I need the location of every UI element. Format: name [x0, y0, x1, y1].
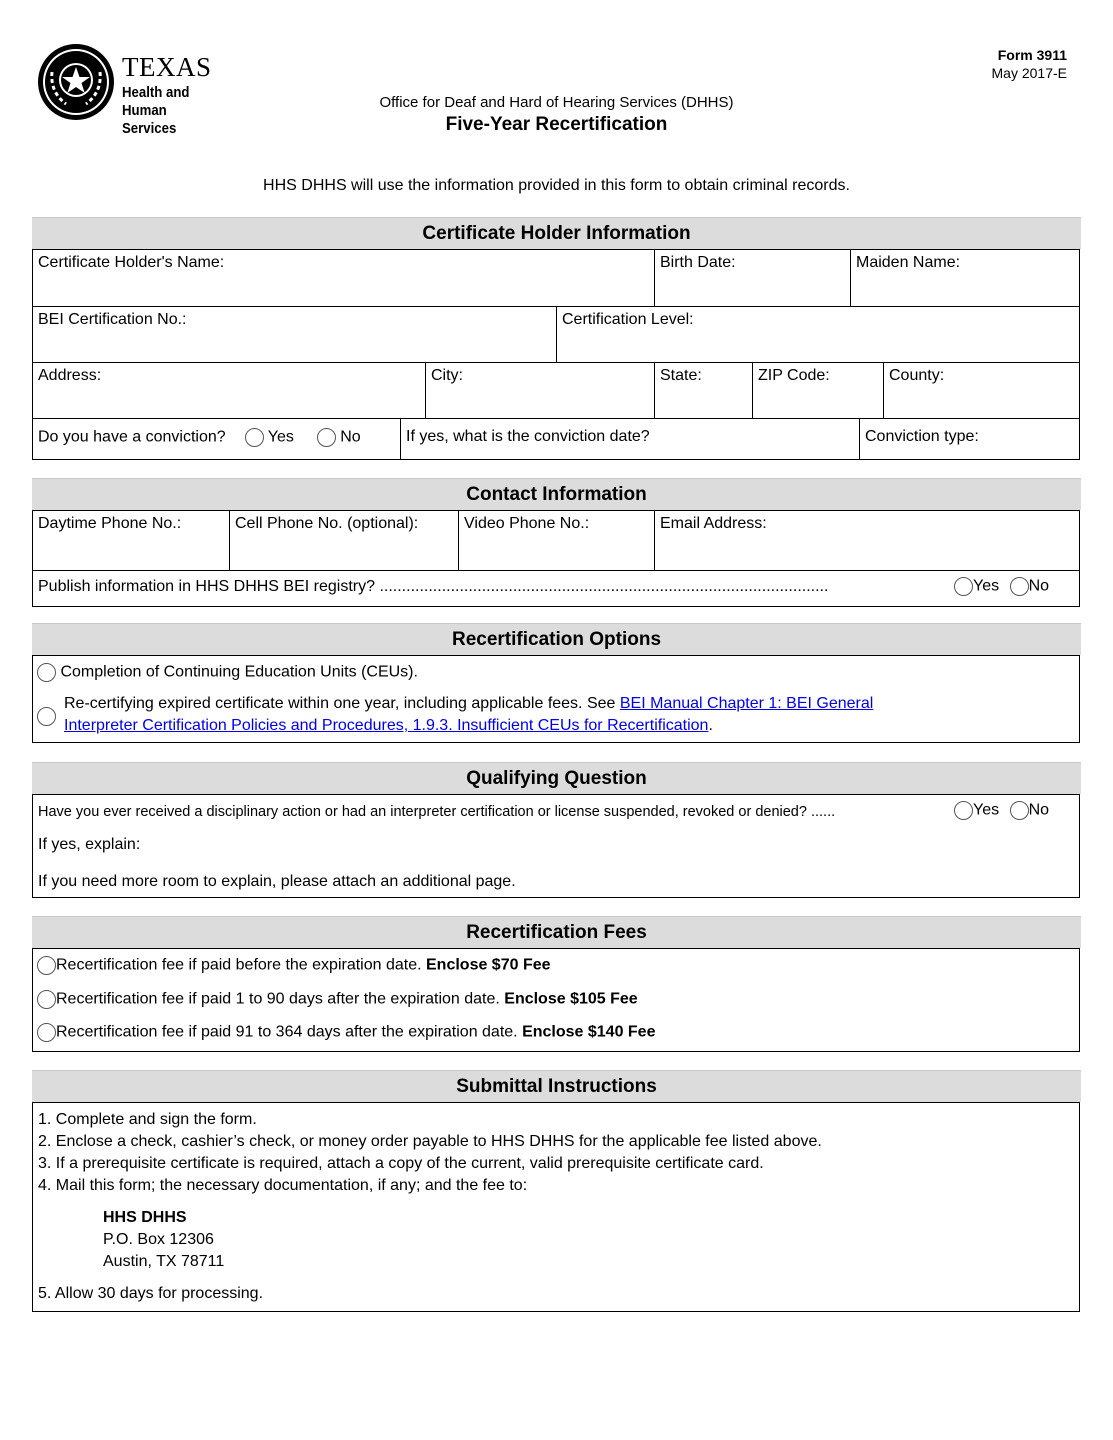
city-field[interactable]: [426, 363, 655, 418]
fee-105-amount: Enclose $105 Fee: [504, 990, 638, 1008]
section-heading-options: Recertification Options: [32, 623, 1081, 655]
step-4: 4. Mail this form; the necessary documentation, if any; and the fee to:: [38, 1177, 528, 1194]
fee-140-radio[interactable]: [37, 1023, 56, 1042]
daytime-phone-field[interactable]: [33, 511, 230, 570]
disciplinary-options: [954, 801, 1049, 820]
birth-date-field[interactable]: [655, 250, 851, 306]
form-date: May 2017-E: [991, 65, 1067, 81]
conviction-no-label: No: [340, 428, 361, 446]
mail-address-line1: P.O. Box 12306: [103, 1231, 214, 1248]
maiden-name-label: Maiden Name:: [856, 254, 961, 271]
fee-option: [37, 1023, 655, 1042]
conviction-question: [33, 419, 401, 459]
publish-no-label: No: [1028, 577, 1050, 595]
divider: [33, 570, 1079, 571]
cert-level-label: Certification Level:: [562, 311, 694, 328]
notice-text: HHS DHHS will use the information provided in this form to obtain criminal records.: [263, 177, 850, 194]
name-label: Certificate Holder's Name:: [38, 254, 225, 271]
step-1: 1. Complete and sign the form.: [38, 1111, 257, 1128]
fees-section: [32, 948, 1080, 1052]
disciplinary-yes-label: Yes: [973, 801, 1000, 819]
conviction-question-label: Do you have a conviction?: [38, 428, 226, 446]
conviction-no-radio[interactable]: [317, 428, 336, 447]
option-ceu-label: Completion of Continuing Education Units (CEUs).: [60, 663, 418, 681]
step-2: 2. Enclose a check, cashier’s check, or money order payable to HHS DHHS for the applicable fee listed above.: [38, 1133, 822, 1150]
conviction-type-label: Conviction type:: [865, 428, 979, 445]
conviction-yes-label: Yes: [267, 428, 294, 446]
option-ceu-radio[interactable]: [37, 663, 56, 682]
fee-70-text: Recertification fee if paid before the expiration date.: [56, 956, 426, 974]
address-field[interactable]: [33, 363, 426, 418]
publish-options: [954, 577, 1049, 596]
option-expired-line1: [64, 695, 873, 713]
disciplinary-yes-radio[interactable]: [954, 801, 973, 820]
step-3: 3. If a prerequisite certificate is required, attach a copy of the current, valid prerequisite certificate card.: [38, 1155, 764, 1172]
option-expired-end: .: [708, 717, 713, 734]
explain-field[interactable]: If yes, explain:: [38, 836, 141, 853]
name-field[interactable]: [33, 250, 655, 306]
state-label: State:: [660, 367, 702, 384]
bei-cert-field[interactable]: [33, 307, 557, 362]
bei-manual-link-cont[interactable]: Interpreter Certification Policies and Procedures, 1.9.3. Insufficient CEUs for Recertification: [64, 717, 709, 734]
cell-phone-field[interactable]: [230, 511, 459, 570]
mail-address-name: HHS DHHS: [103, 1209, 187, 1226]
birth-date-label: Birth Date:: [660, 254, 736, 271]
publish-question: Publish information in HHS DHHS BEI registry? .....................................................................................................: [38, 578, 829, 595]
page-title: Five-Year Recertification: [445, 114, 668, 135]
mail-address-line2: Austin, TX 78711: [103, 1253, 225, 1270]
contact-section: [32, 510, 1080, 607]
state-field[interactable]: [655, 363, 753, 418]
certificate-holder-section: [32, 249, 1080, 460]
section-heading-contact: Contact Information: [32, 478, 1081, 510]
daytime-phone-label: Daytime Phone No.:: [38, 515, 182, 532]
cert-level-field[interactable]: [557, 307, 1079, 362]
county-label: County:: [889, 367, 945, 384]
logo-line3: Services: [122, 120, 177, 137]
county-field[interactable]: [884, 363, 1079, 418]
conviction-type-field[interactable]: [860, 419, 1079, 459]
disciplinary-question: Have you ever received a disciplinary action or had an interpreter certification or license suspended, revoked or denied? ......: [38, 804, 836, 820]
section-heading-fees: Recertification Fees: [32, 916, 1081, 948]
publish-yes-label: Yes: [973, 577, 1000, 595]
fee-105-radio[interactable]: [37, 990, 56, 1009]
bei-cert-label: BEI Certification No.:: [38, 311, 187, 328]
maiden-name-field[interactable]: [851, 250, 1079, 306]
logo-line2: Health and Human: [122, 84, 190, 119]
zip-label: ZIP Code:: [758, 367, 830, 384]
zip-field[interactable]: [753, 363, 884, 418]
video-phone-field[interactable]: [459, 511, 655, 570]
publish-no-radio[interactable]: [1010, 577, 1029, 596]
fee-option: [37, 990, 638, 1009]
conviction-yes-radio[interactable]: [245, 428, 264, 447]
conviction-date-label: If yes, what is the conviction date?: [406, 428, 650, 445]
fee-70-radio[interactable]: [37, 956, 56, 975]
options-section: [32, 655, 1080, 743]
fee-140-text: Recertification fee if paid 91 to 364 days after the expiration date.: [56, 1023, 523, 1041]
cell-phone-label: Cell Phone No. (optional):: [235, 515, 419, 532]
section-heading-submittal: Submittal Instructions: [32, 1070, 1081, 1102]
address-label: Address:: [38, 367, 102, 384]
fee-140-amount: Enclose $140 Fee: [522, 1023, 656, 1041]
form-number-block: [992, 46, 1067, 82]
disciplinary-no-radio[interactable]: [1010, 801, 1029, 820]
fee-105-text: Recertification fee if paid 1 to 90 days after the expiration date.: [56, 990, 505, 1008]
email-field[interactable]: [655, 511, 1079, 570]
section-heading-qualifying: Qualifying Question: [32, 762, 1081, 794]
email-label: Email Address:: [660, 515, 767, 532]
office-name: Office for Deaf and Hard of Hearing Services (DHHS): [379, 94, 734, 111]
submittal-section: [32, 1102, 1080, 1312]
more-room-note: If you need more room to explain, please attach an additional page.: [38, 873, 516, 890]
fee-70-amount: Enclose $70 Fee: [426, 956, 551, 974]
option-ceu: [37, 663, 418, 682]
city-label: City:: [431, 367, 463, 384]
video-phone-label: Video Phone No.:: [464, 515, 590, 532]
disciplinary-no-label: No: [1028, 801, 1050, 819]
option-expired-text: Re-certifying expired certificate within one year, including applicable fees. See: [64, 695, 620, 712]
publish-yes-radio[interactable]: [954, 577, 973, 596]
option-expired-radio[interactable]: [37, 707, 56, 726]
qualifying-section: [32, 794, 1080, 898]
bei-manual-link[interactable]: BEI Manual Chapter 1: BEI General: [619, 695, 874, 712]
form-number: Form 3911: [997, 47, 1067, 63]
step-5: 5. Allow 30 days for processing.: [38, 1285, 264, 1302]
section-heading-certificate-holder: Certificate Holder Information: [32, 217, 1081, 249]
option-expired-line2: [64, 717, 713, 735]
logo-texas-text: TEXAS: [122, 52, 212, 82]
fee-option: [37, 956, 551, 975]
conviction-date-field[interactable]: [401, 419, 860, 459]
